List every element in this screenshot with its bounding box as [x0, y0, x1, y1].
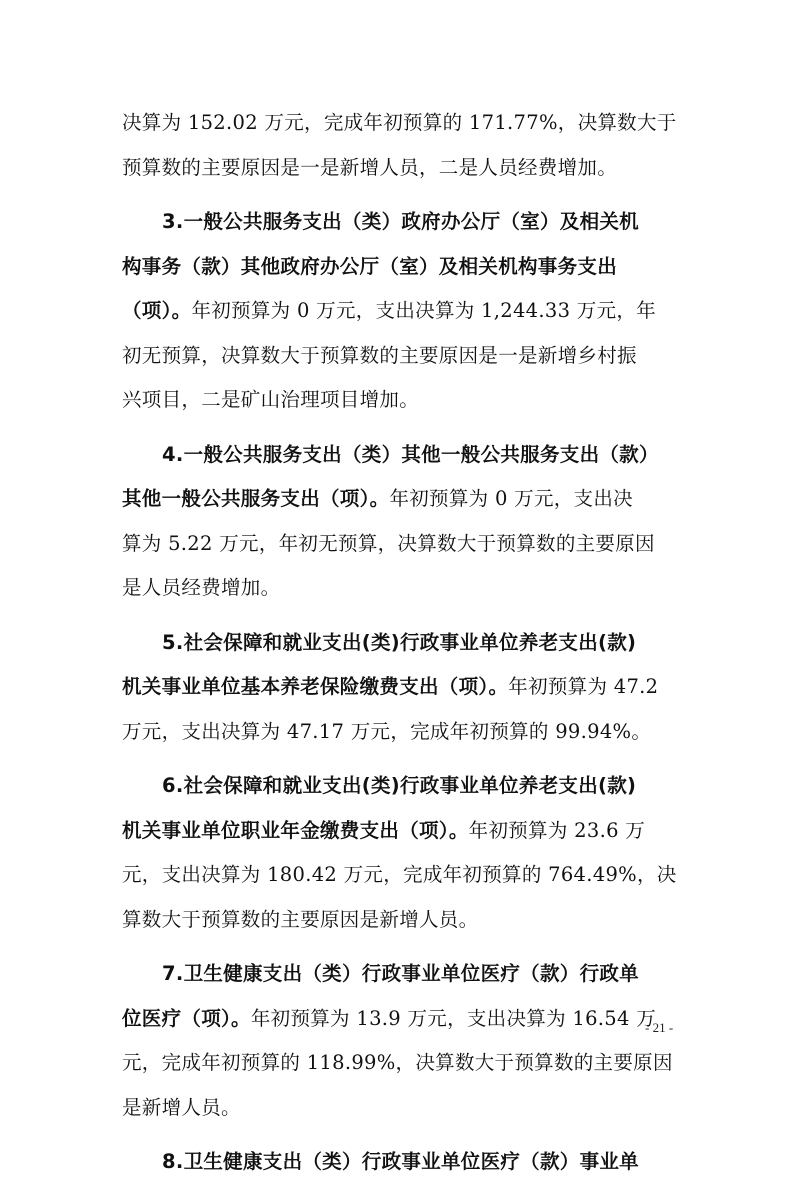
- item-5-heading: 机关事业单位基本养老保险缴费支出（项）。: [122, 675, 509, 698]
- document-body: [122, 101, 678, 1185]
- heading-line: [122, 245, 678, 290]
- item-3-heading: 构事务（款）其他政府办公厅（室）及相关机构事务支出: [122, 254, 618, 278]
- text-line: [122, 1086, 678, 1131]
- body-text: 年初预算为 0 万元，支出决算为 1,244.33 万元，年: [191, 299, 656, 322]
- text-line: [122, 146, 678, 191]
- body-text: 年初预算为 0 万元，支出决: [389, 487, 633, 510]
- page-number: - 21 -: [645, 1020, 674, 1035]
- item-6-heading: 机关事业单位职业年金缴费支出（项）。: [122, 818, 469, 842]
- body-text: 年初预算为 23.6 万: [468, 818, 646, 842]
- text-line: [122, 566, 678, 611]
- body-text: 预算数的主要原因是一是新增人员，二是人员经费增加。: [122, 155, 618, 179]
- body-text: 年初预算为 47.2: [508, 675, 659, 698]
- body-text: 年初预算为 13.9 万元，支出决算为 16.54 万: [250, 1006, 656, 1030]
- heading-line: [122, 621, 678, 666]
- body-text: 元，支出决算为 180.42 万元，完成年初预算的 764.49%，决: [122, 863, 677, 886]
- item-3-heading: （项）。: [122, 299, 192, 322]
- text-line: [122, 710, 678, 755]
- item-3-heading: 3.一般公共服务支出（类）政府办公厅（室）及相关机: [162, 210, 639, 233]
- body-text: 是人员经费增加。: [122, 576, 281, 599]
- text-line: [122, 898, 678, 943]
- heading-line: [122, 200, 678, 245]
- text-line: [122, 809, 678, 854]
- text-line: [122, 997, 678, 1042]
- text-line: [122, 1041, 678, 1086]
- heading-line: [122, 433, 678, 478]
- item-4-heading: 4.一般公共服务支出（类）其他一般公共服务支出（款）: [162, 442, 659, 466]
- text-line: [122, 665, 678, 710]
- body-text: 是新增人员。: [122, 1095, 241, 1119]
- text-line: [122, 334, 678, 379]
- text-line: [122, 853, 678, 898]
- item-8-heading: 8.卫生健康支出（类）行政事业单位医疗（款）事业单: [162, 1150, 639, 1173]
- body-text: 算为 5.22 万元，年初无预算，决算数大于预算数的主要原因: [122, 531, 655, 555]
- body-text: 初无预算，决算数大于预算数的主要原因是一是新增乡村振: [122, 343, 637, 367]
- item-7-heading: 7.卫生健康支出（类）行政事业单位医疗（款）行政单: [162, 962, 639, 985]
- body-text: 决算为 152.02 万元，完成年初预算的 171.77%，决算数大于: [122, 111, 677, 134]
- text-line: [122, 101, 678, 146]
- item-7-heading: 位医疗（项）。: [122, 1006, 251, 1030]
- heading-line: [122, 1140, 678, 1185]
- body-text: 元，完成年初预算的 118.99%，决算数大于预算数的主要原因: [122, 1051, 673, 1074]
- body-text: 兴项目，二是矿山治理项目增加。: [122, 388, 420, 411]
- body-text: 万元，支出决算为 47.17 万元，完成年初预算的 99.94%。: [122, 719, 652, 743]
- item-5-heading: 5.社会保障和就业支出(类)行政事业单位养老支出(款): [162, 630, 637, 654]
- heading-line: [122, 952, 678, 997]
- text-line: [122, 477, 678, 522]
- item-6-heading: 6.社会保障和就业支出(类)行政事业单位养老支出(款): [162, 774, 637, 797]
- text-line: [122, 378, 678, 423]
- item-4-heading: 其他一般公共服务支出（项）。: [122, 487, 390, 510]
- body-text: 算数大于预算数的主要原因是新增人员。: [122, 907, 479, 931]
- text-line: [122, 289, 678, 334]
- text-line: [122, 522, 678, 567]
- heading-line: [122, 764, 678, 809]
